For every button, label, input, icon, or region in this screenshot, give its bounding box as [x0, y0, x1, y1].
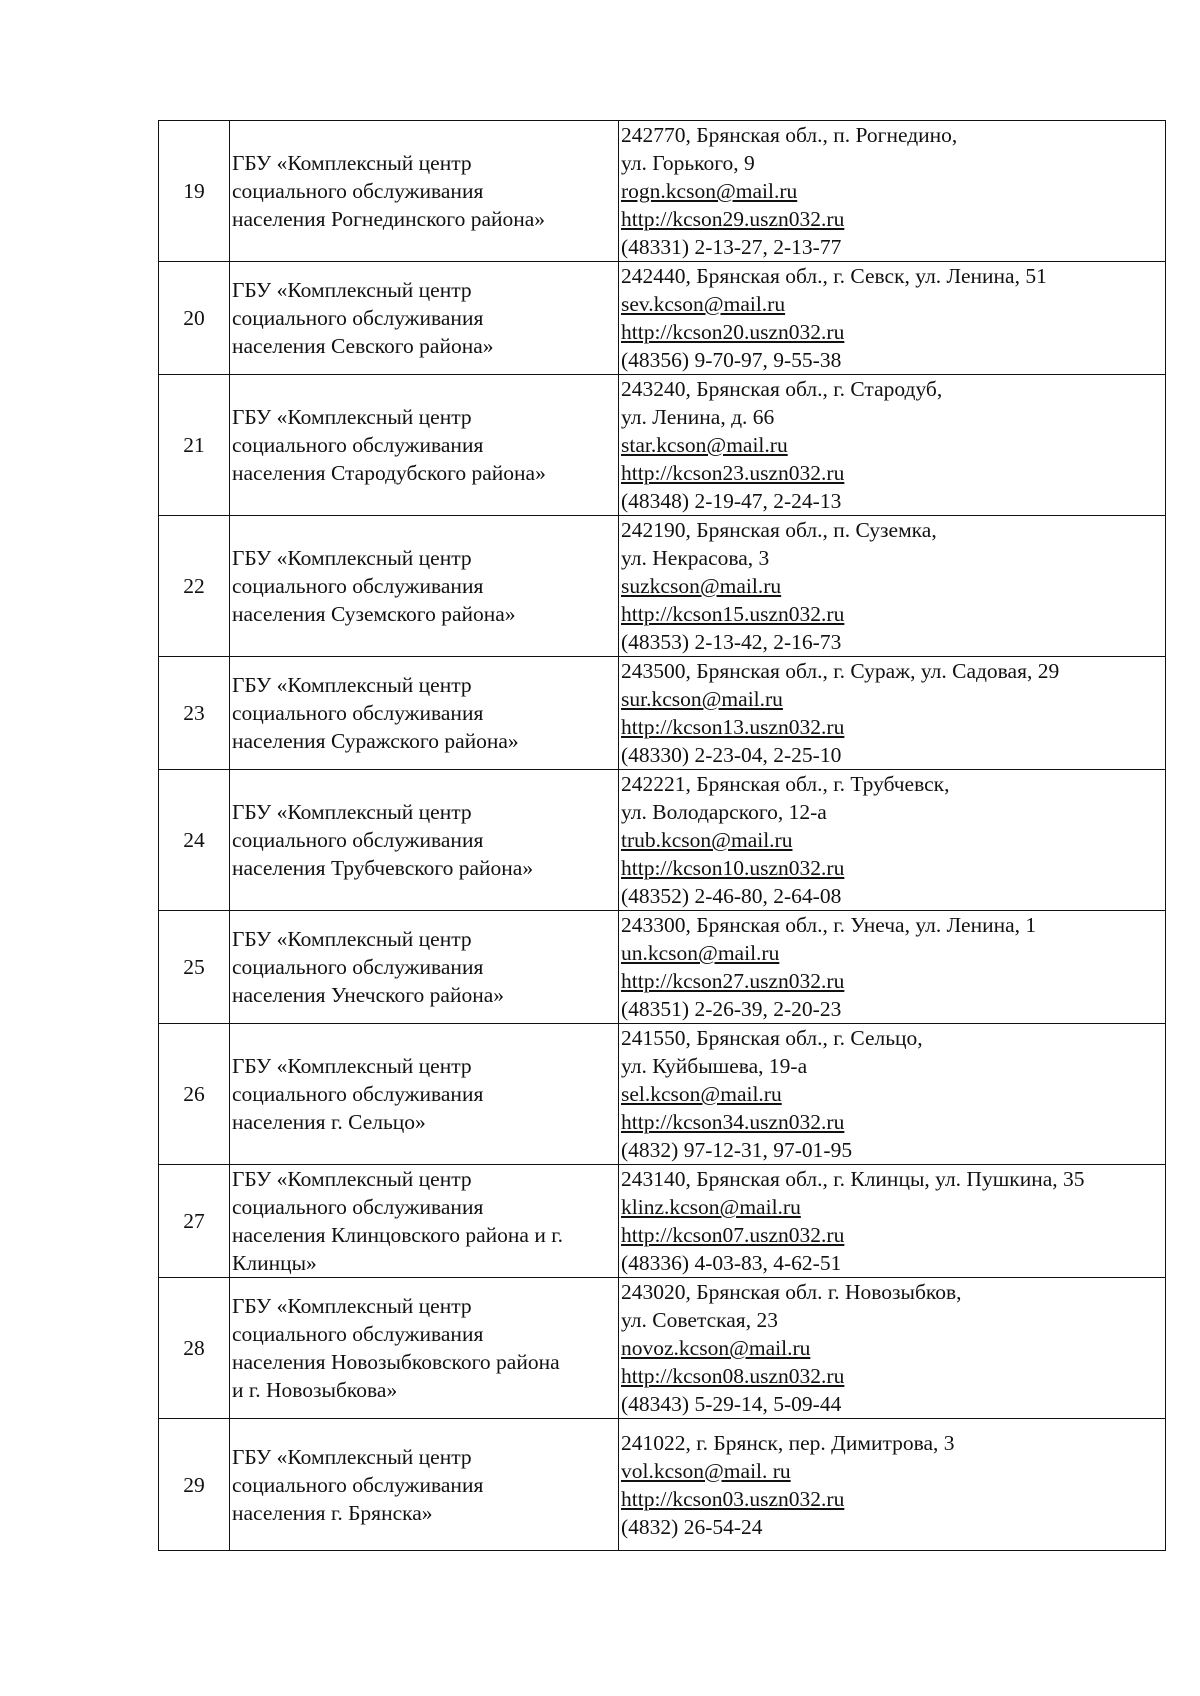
address-line: ул. Куйбышева, 19-а — [621, 1054, 808, 1078]
address-line: 242190, Брянская обл., п. Суземка, — [621, 518, 937, 542]
contact-info — [619, 770, 1166, 911]
table-row — [159, 262, 1166, 375]
table-row — [159, 516, 1166, 657]
address-line: 243240, Брянская обл., г. Стародуб, — [621, 377, 943, 401]
address-line: ул. Володарского, 12-а — [621, 800, 827, 824]
phone-numbers: (48351) 2-26-39, 2-20-23 — [621, 997, 842, 1021]
row-number: 27 — [159, 1165, 230, 1278]
address-line: ул. Советская, 23 — [621, 1308, 778, 1332]
contact-info — [619, 262, 1166, 375]
organization-name-line: социального обслуживания — [232, 179, 484, 203]
contact-info — [619, 516, 1166, 657]
organization-name-line: ГБУ «Комплексный центр — [232, 278, 472, 302]
website-link[interactable]: http://kcson13.uszn032.ru — [621, 715, 845, 739]
organization-name-line: ГБУ «Комплексный центр — [232, 927, 472, 951]
phone-numbers: (48353) 2-13-42, 2-16-73 — [621, 630, 842, 654]
phone-numbers: (48343) 5-29-14, 5-09-44 — [621, 1392, 842, 1416]
email-link[interactable]: star.kcson@mail.ru — [621, 433, 788, 457]
phone-numbers: (48330) 2-23-04, 2-25-10 — [621, 743, 842, 767]
website-link[interactable]: http://kcson10.uszn032.ru — [621, 856, 845, 880]
row-number: 28 — [159, 1278, 230, 1419]
email-link[interactable]: sur.kcson@mail.ru — [621, 687, 783, 711]
contact-info — [619, 911, 1166, 1024]
organization-name-line: социального обслуживания — [232, 1322, 484, 1346]
website-link[interactable]: http://kcson08.uszn032.ru — [621, 1364, 845, 1388]
organization-name-line: социального обслуживания — [232, 433, 484, 457]
organization-name-line: ГБУ «Комплексный центр — [232, 800, 472, 824]
organization-name — [230, 375, 619, 516]
organization-name-line: Клинцы» — [232, 1251, 317, 1275]
phone-numbers: (48331) 2-13-27, 2-13-77 — [621, 235, 842, 259]
email-link[interactable]: novoz.kcson@mail.ru — [621, 1336, 811, 1360]
table-row — [159, 375, 1166, 516]
email-link[interactable]: trub.kcson@mail.ru — [621, 828, 793, 852]
organization-name-line: ГБУ «Комплексный центр — [232, 151, 472, 175]
organization-name-line: населения Рогнединского района» — [232, 207, 546, 231]
website-link[interactable]: http://kcson27.uszn032.ru — [621, 969, 845, 993]
address-line: 243500, Брянская обл., г. Сураж, ул. Садовая, 29 — [621, 659, 1060, 683]
row-number: 29 — [159, 1419, 230, 1551]
organization-name — [230, 657, 619, 770]
row-number: 26 — [159, 1024, 230, 1165]
organization-name-line: населения г. Сельцо» — [232, 1110, 426, 1134]
organization-name-line: социального обслуживания — [232, 574, 484, 598]
table-row — [159, 121, 1166, 262]
row-number: 22 — [159, 516, 230, 657]
email-link[interactable]: un.kcson@mail.ru — [621, 941, 780, 965]
table-row — [159, 1024, 1166, 1165]
website-link[interactable]: http://kcson34.uszn032.ru — [621, 1110, 845, 1134]
address-line: 243140, Брянская обл., г. Клинцы, ул. Пушкина, 35 — [621, 1167, 1085, 1191]
address-line: 242221, Брянская обл., г. Трубчевск, — [621, 772, 950, 796]
organization-name-line: социального обслуживания — [232, 1195, 484, 1219]
organization-name-line: ГБУ «Комплексный центр — [232, 1444, 472, 1469]
email-link[interactable]: rogn.kcson@mail.ru — [621, 179, 798, 203]
organization-name-line: социального обслуживания — [232, 306, 484, 330]
organization-name-line: ГБУ «Комплексный центр — [232, 546, 472, 570]
organization-name-line: населения Севского района» — [232, 334, 494, 358]
address-line: ул. Некрасова, 3 — [621, 546, 770, 570]
website-link[interactable]: http://kcson15.uszn032.ru — [621, 602, 845, 626]
table-row — [159, 1165, 1166, 1278]
row-number: 19 — [159, 121, 230, 262]
address-line: 243300, Брянская обл., г. Унеча, ул. Ленина, 1 — [621, 913, 1037, 937]
contact-info — [619, 375, 1166, 516]
organization-name — [230, 770, 619, 911]
contact-info — [619, 121, 1166, 262]
row-number: 23 — [159, 657, 230, 770]
phone-numbers: (48336) 4-03-83, 4-62-51 — [621, 1251, 842, 1275]
contact-info — [619, 1419, 1166, 1551]
email-link[interactable]: sel.kcson@mail.ru — [621, 1082, 782, 1106]
address-line: 243020, Брянская обл. г. Новозыбков, — [621, 1280, 962, 1304]
phone-numbers: (48356) 9-70-97, 9-55-38 — [621, 348, 842, 372]
organization-name-line: социального обслуживания — [232, 1082, 484, 1106]
organization-name-line: социального обслуживания — [232, 955, 484, 979]
organization-name-line: населения Стародубского района» — [232, 461, 546, 485]
phone-numbers: (48348) 2-19-47, 2-24-13 — [621, 489, 842, 513]
table-row — [159, 911, 1166, 1024]
organization-name-line: социального обслуживания — [232, 701, 484, 725]
email-link[interactable]: klinz.kcson@mail.ru — [621, 1195, 801, 1219]
organization-name — [230, 1165, 619, 1278]
organization-name — [230, 516, 619, 657]
organization-name-line: ГБУ «Комплексный центр — [232, 673, 472, 697]
organization-name-line: и г. Новозыбкова» — [232, 1378, 398, 1402]
row-number: 20 — [159, 262, 230, 375]
email-link[interactable]: vol.kcson@mail. ru — [621, 1458, 791, 1483]
organization-name — [230, 1024, 619, 1165]
website-link[interactable]: http://kcson20.uszn032.ru — [621, 320, 845, 344]
organization-name-line: ГБУ «Комплексный центр — [232, 1167, 472, 1191]
organization-name-line: населения Унечского района» — [232, 983, 505, 1007]
organization-name-line: ГБУ «Комплексный центр — [232, 405, 472, 429]
table-row — [159, 1419, 1166, 1551]
address-line: ул. Горького, 9 — [621, 151, 755, 175]
organization-name-line: населения Суземского района» — [232, 602, 516, 626]
phone-numbers: (4832) 26-54-24 — [621, 1514, 763, 1539]
contact-info — [619, 1165, 1166, 1278]
table-row — [159, 657, 1166, 770]
social-centers-table — [158, 120, 1166, 1551]
organization-name-line: ГБУ «Комплексный центр — [232, 1054, 472, 1078]
organization-name-line: населения Суражского района» — [232, 729, 519, 753]
website-link[interactable]: http://kcson23.uszn032.ru — [621, 461, 845, 485]
phone-numbers: (48352) 2-46-80, 2-64-08 — [621, 884, 842, 908]
phone-numbers: (4832) 97-12-31, 97-01-95 — [621, 1138, 853, 1162]
address-line: 241550, Брянская обл., г. Сельцо, — [621, 1026, 923, 1050]
organization-name-line: социального обслуживания — [232, 1472, 484, 1497]
email-link[interactable]: sev.kcson@mail.ru — [621, 292, 786, 316]
organization-name — [230, 262, 619, 375]
contact-info — [619, 657, 1166, 770]
table-row — [159, 770, 1166, 911]
contact-info — [619, 1024, 1166, 1165]
organization-name — [230, 1278, 619, 1419]
row-number: 21 — [159, 375, 230, 516]
organization-name-line: населения г. Брянска» — [232, 1500, 433, 1525]
table-row — [159, 1278, 1166, 1419]
organization-name — [230, 1419, 619, 1551]
row-number: 24 — [159, 770, 230, 911]
organization-name-line: населения Трубчевского района» — [232, 856, 534, 880]
address-line: ул. Ленина, д. 66 — [621, 405, 775, 429]
contact-info — [619, 1278, 1166, 1419]
website-link[interactable]: http://kcson29.uszn032.ru — [621, 207, 845, 231]
email-link[interactable]: suzkcson@mail.ru — [621, 574, 782, 598]
address-line: 241022, г. Брянск, пер. Димитрова, 3 — [621, 1430, 955, 1455]
organization-name-line: населения Клинцовского района и г. — [232, 1223, 563, 1247]
address-line: 242770, Брянская обл., п. Рогнедино, — [621, 123, 958, 147]
table-body — [159, 121, 1166, 1551]
website-link[interactable]: http://kcson07.uszn032.ru — [621, 1223, 845, 1247]
row-number: 25 — [159, 911, 230, 1024]
organization-name-line: ГБУ «Комплексный центр — [232, 1294, 472, 1318]
organization-name — [230, 911, 619, 1024]
organization-name-line: социального обслуживания — [232, 828, 484, 852]
organization-name — [230, 121, 619, 262]
address-line: 242440, Брянская обл., г. Севск, ул. Ленина, 51 — [621, 264, 1047, 288]
organization-name-line: населения Новозыбковского района — [232, 1350, 560, 1374]
website-link[interactable]: http://kcson03.uszn032.ru — [621, 1486, 845, 1511]
